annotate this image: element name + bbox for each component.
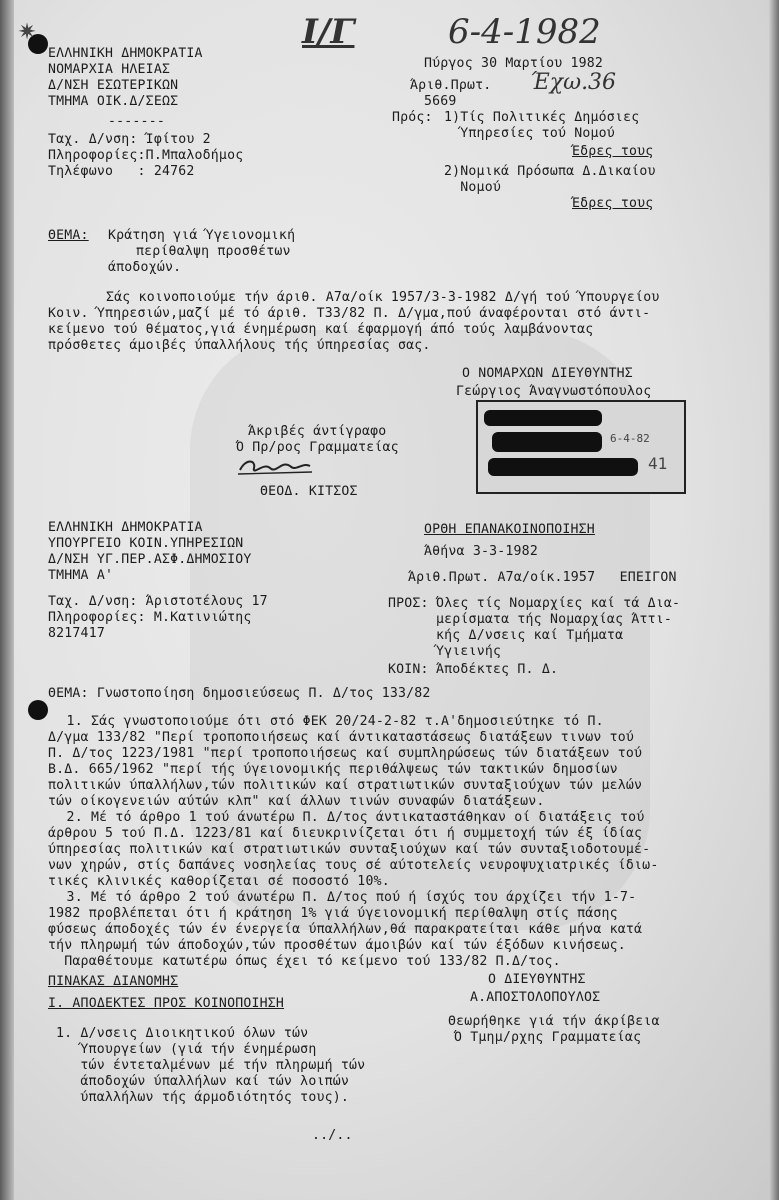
doc2-distribution-title: ΠΙΝΑΚΑΣ ΔΙΑΝΟΜΗΣ (48, 974, 179, 989)
doc2-to-line: κής Δ/νσεις καί Τμήματα (436, 628, 624, 643)
doc2-body-line: φύσεως άποδοχές τών έν ένεργεία ύπαλλήλων,θά παρακρατείται κάθε μήνα κατά (48, 922, 643, 937)
doc2-contact-line: Ταχ. Δ/νση: Άριστοτέλους 17 (48, 594, 268, 609)
redaction-bar (484, 410, 602, 426)
doc2-body-line: Π. Δ/τος 1223/1981 "περί τροποποιήσεως καί συμπληρώσεως τών διατάξεων τού (48, 746, 643, 761)
doc2-body-line: 1982 προβλέπεται ότι ή κράτηση 1% γιά ύγειονομική περίθαλψη στίς πάσης (48, 906, 618, 921)
page-continuation-mark: ../.. (312, 1128, 353, 1143)
doc2-body-line: Παραθέτουμε κατωτέρω όπως έχει τό κείμενο τού 133/82 Π.Δ/τος. (48, 954, 561, 969)
doc2-protocol: Άριθ.Πρωτ. Α7α/οίκ.1957 ΕΠΕΙΓΟΝ (408, 570, 677, 585)
doc2-cc-text: Άποδέκτες Π. Δ. (436, 662, 559, 677)
doc2-to-line: Ύγιεινής (436, 644, 502, 659)
doc2-header-line: ΥΠΟΥΡΓΕΙΟ ΚΟΙΝ.ΥΠΗΡΕΣΙΩΝ (48, 536, 244, 551)
doc2-verified-line: Ό Τμημ/ρχης Γραμματείας (454, 1030, 642, 1045)
doc2-distribution-item: ύπαλλήλων τής άρμοδιότητός τους). (56, 1090, 350, 1105)
handwritten-file-code: Ι/Γ (302, 12, 355, 52)
doc1-subject-line: περίθαλψη προσθέτων (136, 244, 291, 259)
doc2-cc-label: ΚΟΙΝ: (388, 662, 429, 677)
doc2-body-line: ύπηρεσίας πολιτικών καί στρατιωτικών συνταξιούχων καί τών συνταξιοδοτουμέ- (48, 842, 651, 857)
doc2-header-line: Δ/ΝΣΗ ΥΓ.ΠΕΡ.ΑΣΦ.ΔΗΜΟΣΙΟΥ (48, 552, 252, 567)
doc2-contact-line: Πληροφορίες: Μ.Κατινιώτης (48, 610, 252, 625)
doc2-header-line: ΤΜΗΜΑ Α' (48, 568, 114, 583)
doc2-body-line: νων χηρών, στίς δαπάνες νοσηλείας τους σέ αύτοτελείς νευροψυχιατρικές ίδιω- (48, 858, 659, 873)
doc1-body-line: κείμενο τού θέματος,γιά ένημέρωση καί έφαρμογή άπό τούς λαμβάνοντας (48, 322, 594, 337)
doc2-body-line: Δ/γμα 133/82 "Περί τροποποιήσεως καί άντικαταστάσεως διατάξεων τινων τού (48, 730, 635, 745)
doc1-subject-label: ΘΕΜΑ: (48, 228, 89, 243)
doc2-body-line: Β.Δ. 665/1962 "περί τής ύγειονομικής περιθάλψεως τών τακτικών δημοσίων (48, 762, 618, 777)
doc2-distribution-item: τών έντεταλμένων μέ τήν πληρωμή τών (56, 1058, 366, 1073)
doc2-body-line: 2. Μέ τό άρθρο 1 τού άνωτέρω Π. Δ/τος άντικαταστάθηκαν οί διατάξεις τού (34, 810, 645, 825)
doc1-recipient: Ύπηρεσίες τού Νομού (444, 126, 615, 141)
doc1-signatory-title: Ο ΝΟΜΑΡΧΩΝ ΔΙΕΥΘΥΝΤΗΣ (462, 366, 633, 381)
doc2-to-line: μερίσματα τής Νομαρχίας Άττι- (436, 612, 673, 627)
doc1-protocol-handwritten: Έχω.36 (530, 70, 617, 95)
doc2-director-title: Ο ΔΙΕΥΘΥΝΤΗΣ (488, 972, 586, 987)
doc1-protocol-number: 5669 (424, 94, 457, 109)
doc2-body-line: τικές κλινικές καθορίζεται σέ ποσοστό 10%. (48, 874, 390, 889)
doc2-body-line: 3. Μέ τό άρθρο 2 τού άνωτέρω Π. Δ/τος πού ή ίσχύς του άρχίζει τήν 1-7- (34, 890, 637, 905)
scan-left-edge (0, 0, 14, 1200)
doc1-certifier-name: ΘΕΟΔ. ΚΙΤΣΟΣ (260, 484, 358, 499)
doc1-subject-line: Κράτηση γιά Ύγειονομική (108, 228, 296, 243)
redaction-bar (492, 432, 602, 452)
doc2-distribution-subtitle: Ι. ΑΠΟΔΕΚΤΕΣ ΠΡΟΣ ΚΟΙΝΟΠΟΙΗΣΗ (48, 996, 285, 1011)
doc1-signatory-name: Γεώργιος Άναγνωστόπουλος (456, 384, 652, 399)
doc2-to-line: Όλες τίς Νομαρχίες καί τά Δια- (436, 596, 681, 611)
doc1-seat-label: Έδρες τους (572, 144, 654, 159)
stamp-handwritten-number: 41 (648, 454, 668, 473)
doc1-header-line: ΝΟΜΑΡΧΙΑ ΗΛΕΙΑΣ (48, 62, 171, 77)
doc1-body-line: Σάς κοινοποιούμε τήν άριθ. Α7α/οίκ 1957/3-3-1982 Δ/γή τού Ύπουργείου (106, 290, 660, 305)
doc2-verified-line: Θεωρήθηκε γιά τήν άκρίβεια (448, 1014, 660, 1029)
doc1-header-line: Δ/ΝΣΗ ΕΣΩΤΕΡΙΚΩΝ (48, 78, 179, 93)
redaction-bar (488, 458, 638, 476)
handwritten-signature (236, 454, 314, 478)
doc2-distribution-item: Ύπουργείων (γιά τήν ένημέρωση (56, 1042, 317, 1057)
doc1-seat-label: Έδρες τους (572, 196, 654, 211)
doc1-header-line: ΕΛΛΗΝΙΚΗ ΔΗΜΟΚΡΑΤΙΑ (48, 46, 203, 61)
corner-mark-icon: ✷ (18, 12, 37, 47)
redacted-registry-stamp (476, 400, 686, 494)
doc1-certified-line: Ό Πρ/ρος Γραμματείας (236, 440, 399, 455)
doc2-director-name: Α.ΑΠΟΣΤΟΛΟΠΟΥΛΟΣ (470, 990, 601, 1005)
doc2-place-date: Άθήνα 3-3-1982 (424, 544, 538, 559)
doc1-subject-line: άποδοχών. (108, 260, 182, 275)
doc2-body-line: τών οίκογενειών αύτών κλπ" καί άλλων τινών συναφών διατάξεων. (48, 794, 545, 809)
handwritten-date: 6-4-1982 (448, 12, 601, 52)
doc2-body-line: τήν πληρωμή τών άποδοχών,τών προσθέτων άμοιβών καί τών έξόδων κινήσεως. (48, 938, 626, 953)
doc1-contact-line: Πληροφορίες:Π.Μπαλοδήμος (48, 148, 244, 163)
doc1-protocol-label: Άριθ.Πρωτ. (410, 78, 492, 93)
doc2-distribution-item: άποδοχών ύπαλλήλων καί τών λοιπών (56, 1074, 350, 1089)
doc1-header-line: ΤΜΗΜΑ ΟΙΚ.Δ/ΣΕΩΣ (48, 94, 179, 109)
doc2-reissue-title: ΟΡΘΗ ΕΠΑΝΑΚΟΙΝΟΠΟΙΗΣΗ (424, 522, 595, 537)
doc1-body-line: Κοιν. Ύπηρεσιών,μαζί μέ τό άριθ. Τ33/82 Π. Δ/γμα,πού άναφέρονται στό άντι- (48, 306, 651, 321)
doc1-certified-line: Άκριβές άντίγραφο (248, 424, 387, 439)
stamp-handwritten-date: 6-4-82 (610, 432, 650, 445)
doc2-body-line: άρθρου 5 τού Π.Δ. 1223/81 καί διευκρινίζεται ότι ή συμμετοχή τών έξ ίδίας (48, 826, 643, 841)
doc1-recipient: Νομού (444, 180, 501, 195)
doc2-to-label: ΠΡΟΣ: (388, 596, 429, 611)
doc2-contact-line: 8217417 (48, 626, 105, 641)
doc1-dashes: ------- (108, 114, 165, 129)
doc2-header-line: ΕΛΛΗΝΙΚΗ ΔΗΜΟΚΡΑΤΙΑ (48, 520, 203, 535)
scan-right-edge (769, 0, 779, 1200)
doc1-to-label: Πρός: (392, 110, 433, 125)
doc2-body-line: πολιτικών ύπαλλήλων,τών πολιτικών καί στρατιωτικών συνταξιούχων τών μελών (48, 778, 643, 793)
doc2-subject: ΘΕΜΑ: Γνωστοποίηση δημοσιεύσεως Π. Δ/τος 133/82 (48, 686, 431, 701)
doc1-body-line: πρόσθετες άμοιβές ύπαλλήλους τής ύπηρεσίας σας. (48, 338, 431, 353)
doc1-contact-line: Ταχ. Δ/νση: Ίφίτου 2 (48, 132, 211, 147)
doc2-body-line: 1. Σάς γνωστοποιούμε ότι στό ΦΕΚ 20/24-2-82 τ.Α'δημοσιεύτηκε τό Π. (34, 714, 604, 729)
doc1-recipient: 2)Νομικά Πρόσωπα Δ.Δικαίου (444, 164, 656, 179)
doc2-distribution-item: 1. Δ/νσεις Διοικητικού όλων τών (56, 1026, 309, 1041)
doc1-place-date: Πύργος 30 Μαρτίου 1982 (424, 56, 604, 71)
doc1-recipient: 1)Τίς Πολιτικές Δημόσιες (444, 110, 640, 125)
doc1-contact-line: Τηλέφωνο : 24762 (48, 164, 195, 179)
